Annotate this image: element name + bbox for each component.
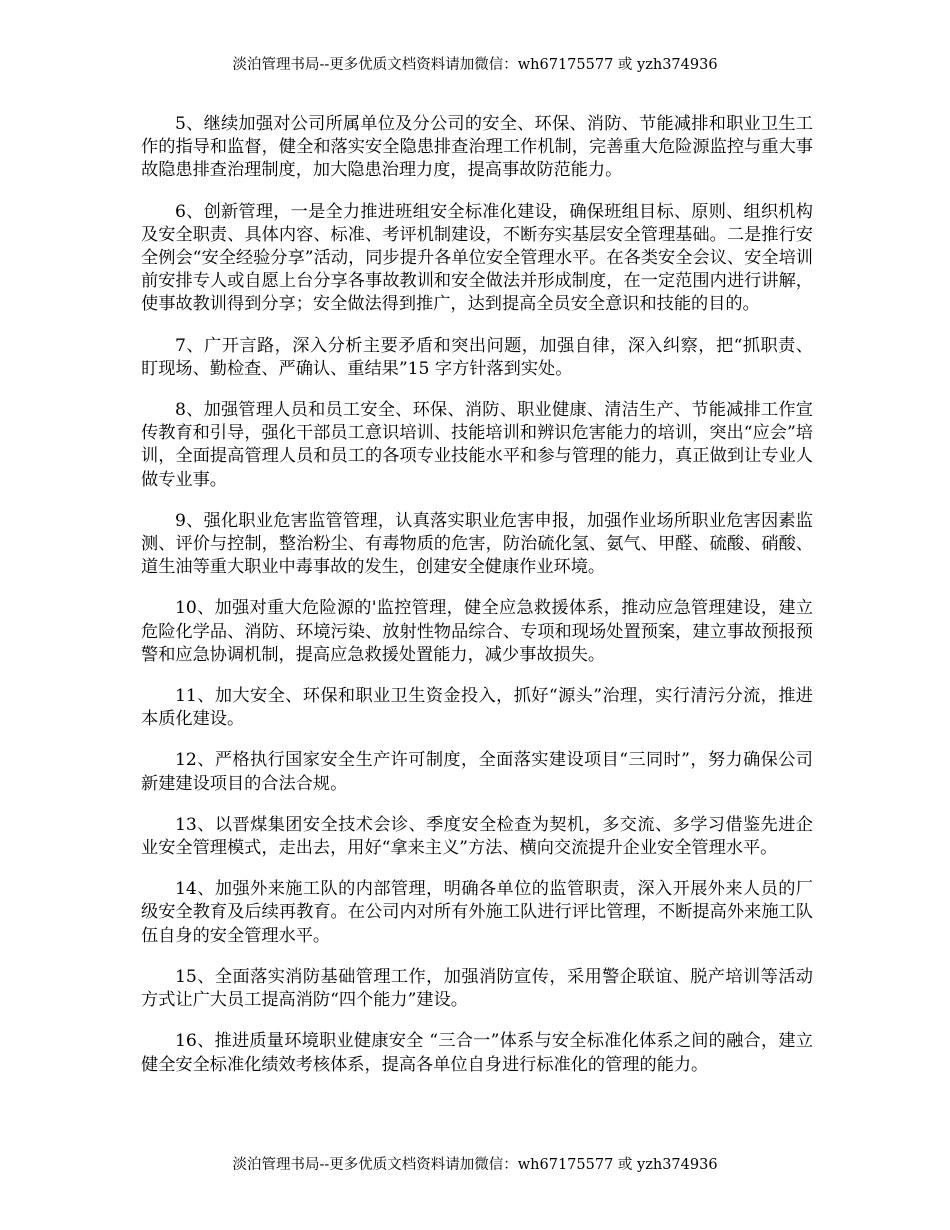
paragraph-9: 9、强化职业危害监管管理，认真落实职业危害申报，加强作业场所职业危害因素监测、评价与控制，整治粉尘、有毒物质的危害，防治硫化氢、氨气、甲醛、硫酸、硝酸、道生油等重大职业中毒事故的发生，创建安全健康作业环境。 (141, 510, 813, 578)
page-header: 淡泊管理书局--更多优质文档资料请加微信：wh67175577 或 yzh374936 (232, 57, 718, 73)
paragraph-16: 16、推进质量环境职业健康安全 “三合一”体系与安全标准化体系之间的融合，建立健全安全标准化绩效考核体系，提高各单位自身进行标准化的管理的能力。 (141, 1031, 813, 1075)
paragraph-15: 15、全面落实消防基础管理工作，加强消防宣传，采用警企联谊、脱产培训等活动方式让广大员工提高消防“四个能力”建设。 (141, 966, 813, 1011)
document-body (141, 113, 813, 1095)
paragraph-12: 12、严格执行国家安全生产许可制度，全面落实建设项目“三同时”，努力确保公司新建建设项目的合法合规。 (141, 750, 813, 794)
paragraph-11: 11、加大安全、环保和职业卫生资金投入，抓好“源头”治理，实行清污分流，推进本质化建设。 (141, 686, 813, 730)
paragraph-8: 8、加强管理人员和员工安全、环保、消防、职业健康、清洁生产、节能减排工作宣传教育和引导，强化干部员工意识培训、技能培训和辨识危害能力的培训，突出“应会”培训，全面提高管理人员和员工的各项专业技能水平和参与管理的能力，真正做到让专业人做专业事。 (141, 400, 813, 490)
page-footer: 淡泊管理书局--更多优质文档资料请加微信：wh67175577 或 yzh374936 (232, 1157, 718, 1173)
paragraph-14: 14、加强外来施工队的内部管理，明确各单位的监管职责，深入开展外来人员的厂级安全教育及后续再教育。在公司内对所有外施工队进行评比管理，不断提高外来施工队伍自身的安全管理水平。 (141, 879, 813, 946)
paragraph-13: 13、以晋煤集团安全技术会诊、季度安全检查为契机，多交流、多学习借鉴先进企业安全管理模式，走出去，用好“拿来主义”方法、横向交流提升企业安全管理水平。 (141, 814, 813, 859)
paragraph-5: 5、继续加强对公司所属单位及分公司的安全、环保、消防、节能减排和职业卫生工作的指导和监督，健全和落实安全隐患排查治理工作机制，完善重大危险源监控与重大事故隐患排查治理制度，加大隐患治理力度，提高事故防范能力。 (141, 114, 813, 181)
paragraph-10: 10、加强对重大危险源的'监控管理，健全应急救援体系，推动应急管理建设，建立危险化学品、消防、环境污染、放射性物品综合、专项和现场处置预案，建立事故预报预警和应急协调机制，提高应急救援处置能力，减少事故损失。 (141, 598, 813, 665)
paragraph-6: 6、创新管理，一是全力推进班组安全标准化建设，确保班组目标、原则、组织机构及安全职责、具体内容、标准、考评机制建设，不断夯实基层安全管理基础。二是推行安全例会“安全经验分享”活动，同步提升各单位安全管理水平。在各类安全会议、安全培训前安排专人或自愿上台分享各事故教训和安全做法并形成制度，在一定范围内进行讲解，使事故教训得到分享；安全做法得到推广，达到提高全员安全意识和技能的目的。 (141, 201, 813, 315)
paragraph-7: 7、广开言路，深入分析主要矛盾和突出问题，加强自律，深入纠察，把“抓职责、盯现场、勤检查、严确认、重结果”15 字方针落到实处。 (141, 335, 813, 379)
